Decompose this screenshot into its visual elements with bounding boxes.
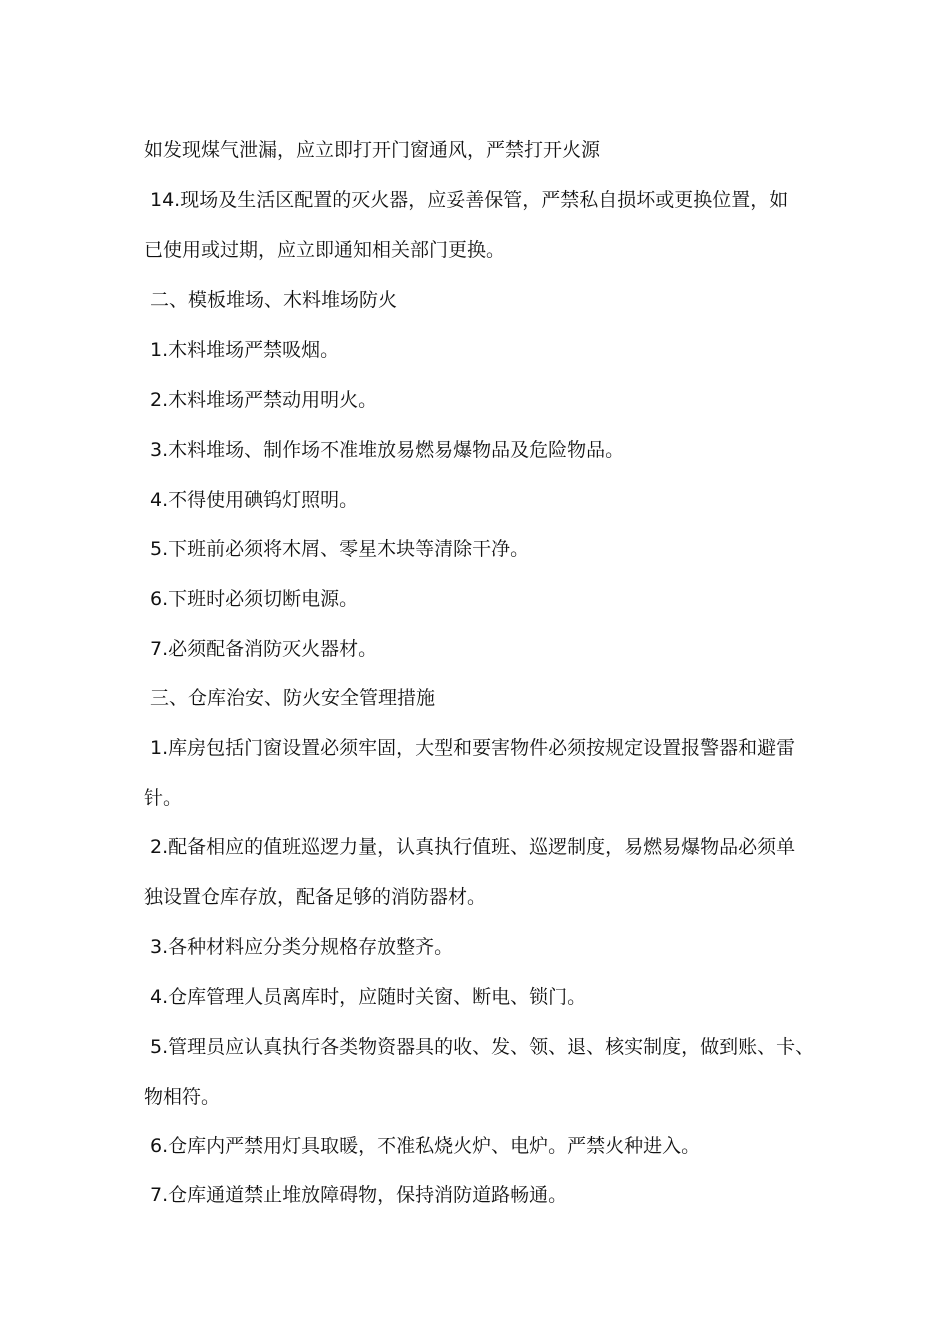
list-item: 1.木料堆场严禁吸烟。 [150, 339, 340, 361]
list-item: 7.必须配备消防灭火器材。 [150, 638, 378, 660]
list-item: 6.下班时必须切断电源。 [150, 588, 359, 610]
paragraph-line: 针。 [144, 787, 183, 809]
list-item: 5.下班前必须将木屑、零星木块等清除干净。 [150, 538, 530, 560]
list-item: 6.仓库内严禁用灯具取暖，不准私烧火炉、电炉。严禁火种进入。 [150, 1135, 701, 1157]
list-item: 7.仓库通道禁止堆放障碍物，保持消防道路畅通。 [150, 1184, 568, 1206]
list-item: 4.仓库管理人员离库时，应随时关窗、断电、锁门。 [150, 986, 587, 1008]
paragraph-line: 如发现煤气泄漏，应立即打开门窗通风，严禁打开火源 [144, 139, 601, 161]
list-item: 1.库房包括门窗设置必须牢固，大型和要害物件必须按规定设置报警器和避雷 [150, 737, 796, 759]
paragraph-line: 已使用或过期，应立即通知相关部门更换。 [144, 239, 506, 261]
section-heading: 二、模板堆场、木料堆场防火 [150, 289, 398, 311]
list-item: 2.配备相应的值班巡逻力量，认真执行值班、巡逻制度，易燃易爆物品必须单 [150, 836, 796, 858]
list-item: 4.不得使用碘钨灯照明。 [150, 489, 359, 511]
section-heading: 三、仓库治安、防火安全管理措施 [150, 687, 436, 709]
list-item: 2.木料堆场严禁动用明火。 [150, 389, 378, 411]
list-item: 3.各种材料应分类分规格存放整齐。 [150, 936, 454, 958]
list-item: 5.管理员应认真执行各类物资器具的收、发、领、退、核实制度，做到账、卡、 [150, 1036, 815, 1058]
paragraph-line: 物相符。 [144, 1086, 221, 1108]
paragraph-line: 14.现场及生活区配置的灭火器，应妥善保管，严禁私自损坏或更换位置，如 [150, 189, 789, 211]
paragraph-line: 独设置仓库存放，配备足够的消防器材。 [144, 886, 487, 908]
list-item: 3.木料堆场、制作场不准堆放易燃易爆物品及危险物品。 [150, 439, 625, 461]
